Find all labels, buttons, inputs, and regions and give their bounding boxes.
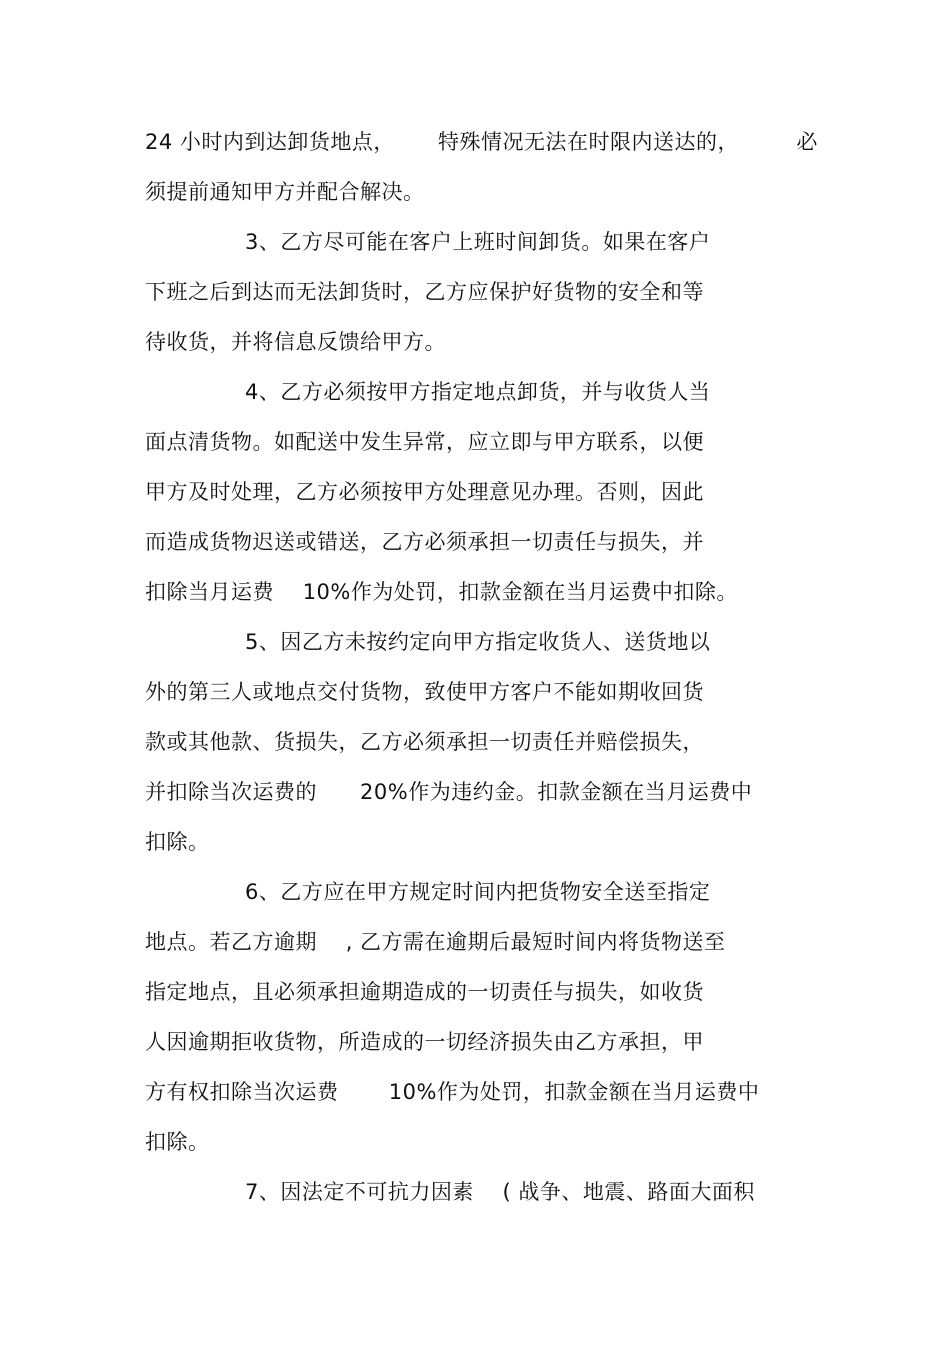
paragraph-line: 面点清货物。如配送中发生异常，应立即与甲方联系，以便 xyxy=(145,430,704,454)
paragraph-start-line: 7、因法定不可抗力因素 ( 战争、地震、路面大面积 xyxy=(245,1180,755,1204)
paragraph-start-line: 4、乙方必须按甲方指定地点卸货，并与收货人当 xyxy=(245,380,711,404)
paragraph-line: 人因逾期拒收货物，所造成的一切经济损失由乙方承担，甲 xyxy=(145,1030,704,1054)
paragraph-line: 甲方及时处理，乙方必须按甲方处理意见办理。否则，因此 xyxy=(145,480,704,504)
paragraph-start-line: 3、乙方尽可能在客户上班时间卸货。如果在客户 xyxy=(245,230,711,254)
paragraph-line: 而造成货物迟送或错送，乙方必须承担一切责任与损失，并 xyxy=(145,530,704,554)
paragraph-line: 扣除。 xyxy=(145,830,210,854)
paragraph-line: 款或其他款、货损失，乙方必须承担一切责任并赔偿损失， xyxy=(145,730,704,754)
paragraph-line: 24 小时内到达卸货地点， 特殊情况无法在时限内送达的， 必 xyxy=(145,130,818,154)
paragraph-start-line: 6、乙方应在甲方规定时间内把货物安全送至指定 xyxy=(245,880,711,904)
paragraph-line: 指定地点，且必须承担逾期造成的一切责任与损失，如收货 xyxy=(145,980,704,1004)
paragraph-line: 下班之后到达而无法卸货时，乙方应保护好货物的安全和等 xyxy=(145,280,704,304)
paragraph-line: 并扣除当次运费的 20%作为违约金。扣款金额在当月运费中 xyxy=(145,780,753,804)
paragraph-line: 须提前通知甲方并配合解决。 xyxy=(145,180,425,204)
paragraph-line: 扣除。 xyxy=(145,1130,210,1154)
paragraph-line: 待收货，并将信息反馈给甲方。 xyxy=(145,330,446,354)
paragraph-line: 外的第三人或地点交付货物，致使甲方客户不能如期收回货 xyxy=(145,680,704,704)
paragraph-line: 地点。若乙方逾期 , 乙方需在逾期后最短时间内将货物送至 xyxy=(145,930,726,954)
paragraph-start-line: 5、因乙方未按约定向甲方指定收货人、送货地以 xyxy=(245,630,711,654)
paragraph-line: 扣除当月运费 10%作为处罚，扣款金额在当月运费中扣除。 xyxy=(145,580,738,604)
paragraph-line: 方有权扣除当次运费 10%作为处罚，扣款金额在当月运费中 xyxy=(145,1080,760,1104)
